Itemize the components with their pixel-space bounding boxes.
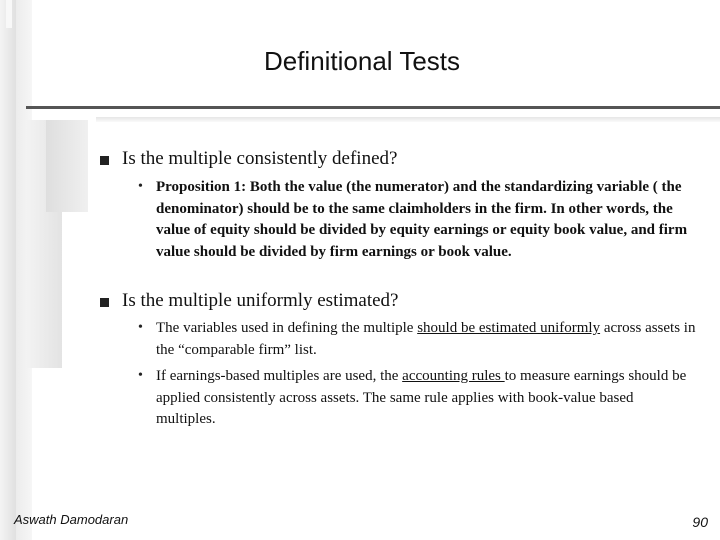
underlined-text: accounting rules (402, 368, 505, 384)
sub-bullet-text: to measure earnings should be applied consistently across assets. The same rule applies with book-value based multiples. (156, 368, 687, 428)
bullet-item: Is the multiple consistently defined? (122, 148, 398, 169)
square-bullet-icon (100, 298, 109, 307)
footer-author: Aswath Damodaran (14, 512, 129, 527)
decorative-bar (6, 0, 12, 28)
title-divider-shadow (96, 117, 720, 122)
square-bullet-icon (100, 156, 109, 165)
sub-bullet-text: If earnings-based multiples are used, the (156, 368, 403, 384)
dot-bullet-icon: • (138, 320, 143, 335)
sub-bullet-item: Proposition 1: Both the value (the numerator) and the standardizing variable ( the denominator) should be to the same claimholders in the firm. In other words, the value of equity should be divided by equity earnings or equity book value, and firm value should be divided by firm earnings or book value. (156, 179, 688, 261)
dot-bullet-icon: • (138, 368, 143, 383)
dot-bullet-icon: • (138, 179, 143, 194)
bullet-item: Is the multiple uniformly estimated? (122, 290, 399, 311)
decorative-bar (46, 120, 88, 212)
decorative-bar (0, 0, 16, 540)
underlined-text: should be estimated uniformly (417, 320, 601, 336)
slide-title: Definitional Tests (263, 46, 461, 76)
sub-bullet-text: across assets in the “comparable firm” list. (156, 320, 696, 358)
title-divider (26, 106, 720, 109)
sub-bullet-item (156, 318, 696, 361)
page-number: 90 (692, 514, 708, 530)
sub-bullet-item (156, 366, 696, 431)
sub-bullet-text: The variables used in defining the multiple (156, 320, 418, 336)
